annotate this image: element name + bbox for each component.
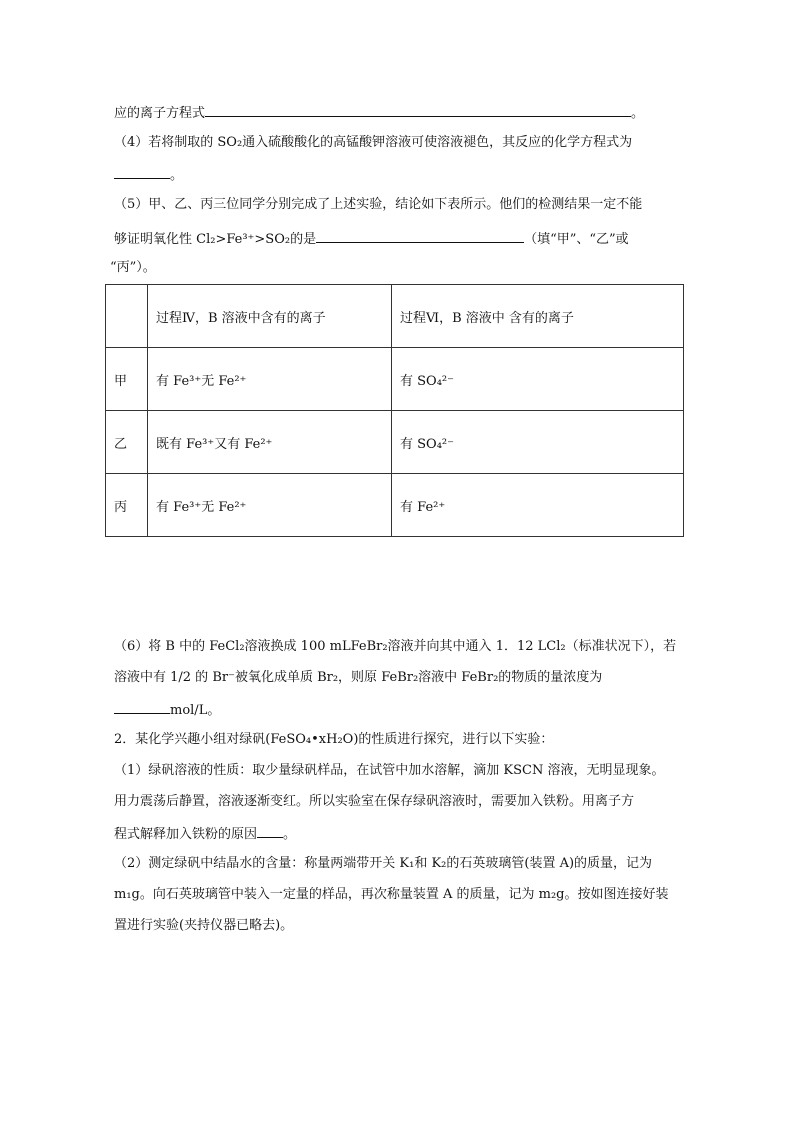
q4-line-1: （4）若将制取的 SO₂通入硫酸酸化的高锰酸钾溶液可使溶液褪色，其反应的化学方程式为 [114,135,633,150]
table-row [106,411,684,474]
q3-end: 。 [631,106,645,121]
q3-answer-line [114,103,644,123]
q6-line-1: （6）将 B 中的 FeCl₂溶液换成 100 mLFeBr₂溶液并向其中通入 1．12 LCl₂（标准状况下），若 [114,639,677,654]
q4-answer-line [114,165,183,185]
p2-s1-blank [257,824,283,838]
q5-line-1: （5）甲、乙、丙三位同学分别完成了上述实验，结论如下表所示。他们的检测结果一定不能 [114,197,643,212]
table-header-cell: 过程Ⅵ，B 溶液中 含有的离子 [392,285,684,348]
q6-answer-line [114,700,220,720]
p2-s2-line-2: m₁g。向石英玻璃管中装入一定量的样品，再次称量装置 A 的质量，记为 m₂g。按如图连接好装 [114,887,669,902]
q6-unit: mol/L。 [170,703,221,718]
table-cell: 有 SO₄²⁻ [392,348,684,411]
table-cell: 有 Fe³⁺无 Fe²⁺ [148,348,392,411]
p2-s1-line-3-post: 。 [283,827,297,842]
q3-blank [205,103,631,117]
table-header-cell [106,285,148,348]
table-row [106,348,684,411]
p2-intro: 2．某化学兴趣小组对绿矾(FeSO₄•xH₂O)的性质进行探究，进行以下实验： [114,732,554,747]
q6-line-2: 溶液中有 1/2 的 Br⁻被氧化成单质 Br₂，则原 FeBr₂溶液中 FeBr₂的物质的量浓度为 [114,670,603,685]
p2-s2-line-1: （2）测定绿矾中结晶水的含量：称量两端带开关 K₁和 K₂的石英玻璃管(装置 A)的质量，记为 [114,856,653,871]
q3-text: 应的离子方程式 [114,106,206,121]
q5-line-3: “丙”）。 [110,260,156,275]
p2-s1-line-3 [114,824,296,844]
p2-s1-line-2: 用力震荡后静置，溶液逐渐变红。所以实验室在保存绿矾溶液时，需要加入铁粉。用离子方 [114,794,635,809]
table-cell-student: 乙 [106,411,148,474]
table-header-cell: 过程Ⅳ，B 溶液中含有的离子 [148,285,392,348]
table-cell: 有 SO₄²⁻ [392,411,684,474]
q5-line-2-post: （填“甲”、“乙”或 [524,232,629,247]
table-cell-student: 丙 [106,474,148,537]
table-cell: 既有 Fe³⁺又有 Fe²⁺ [148,411,392,474]
q5-blank [316,229,524,243]
q5-line-2-pre: 够证明氧化性 Cl₂>Fe³⁺>SO₂的是 [114,232,317,247]
table-cell: 有 Fe³⁺无 Fe²⁺ [148,474,392,537]
q4-blank [114,165,170,179]
q6-blank [114,700,170,714]
p2-s1-line-3-pre: 程式解释加入铁粉的原因 [114,827,258,842]
q5-line-2 [114,229,629,249]
p2-s2-line-3: 置进行实验(夹持仪器已略去)。 [114,918,294,933]
q4-end: 。 [170,168,184,183]
table-cell: 有 Fe²⁺ [392,474,684,537]
table-header-row [106,285,684,348]
results-table [105,284,684,537]
p2-s1-line-1: （1）绿矾溶液的性质：取少量绿矾样品，在试管中加水溶解，滴加 KSCN 溶液，无明显现象。 [114,763,665,778]
table-row [106,474,684,537]
table-cell-student: 甲 [106,348,148,411]
